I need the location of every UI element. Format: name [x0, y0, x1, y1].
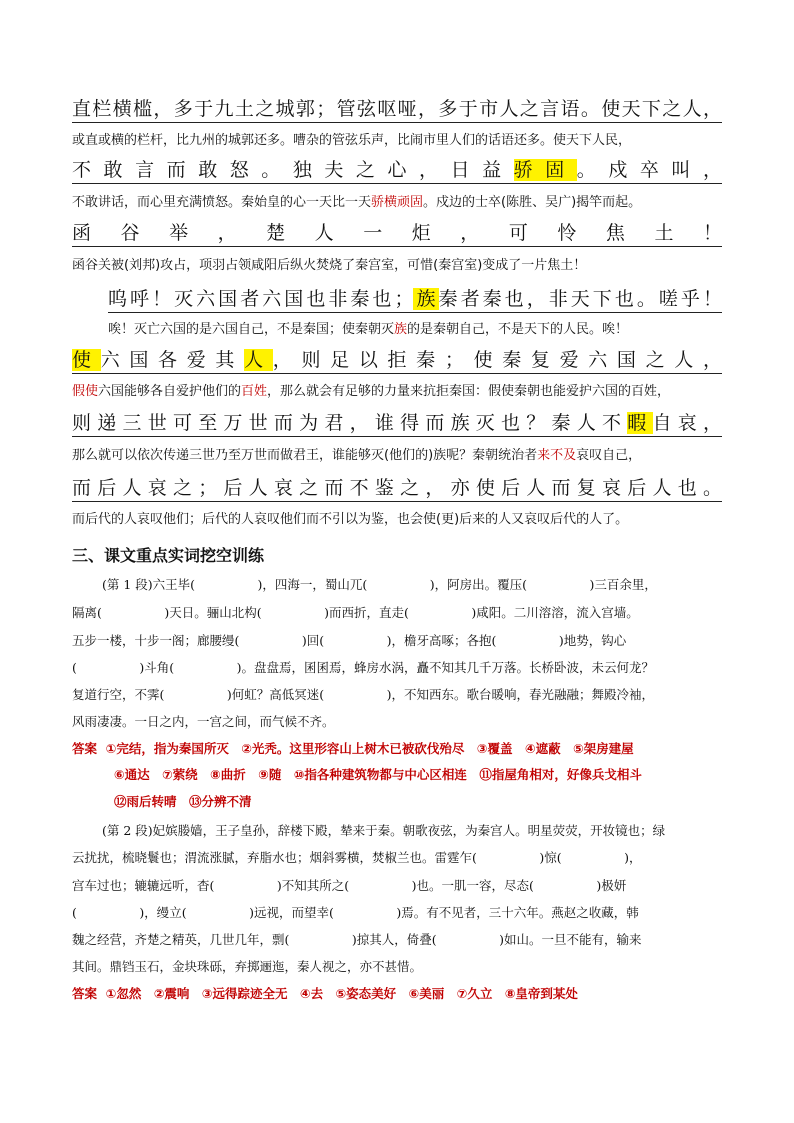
highlight: 族 [413, 288, 439, 310]
text: 六国能够各自爱护他们的 [98, 384, 242, 399]
text: 。戍卒叫， [576, 159, 722, 181]
text: 唉！灭亡六国的是六国自己，不是秦国；使秦朝灭 [108, 322, 395, 337]
original-line-3: 函谷举，楚人一炬，可怜焦土！ [72, 220, 722, 247]
original-line-1: 直栏横槛，多于九土之城郭；管弦呕哑，多于市人之言语。使天下之人， [72, 96, 722, 123]
exercise1-line-1: (第 1 段)六王毕( )，四海一，蜀山兀( )，阿房出。覆压( )三百余里， [102, 577, 657, 592]
exercise1-line-2: 隔离( )天日。骊山北构( )而西折，直走( )咸阳。二川溶溶，流入宫墙。 [72, 605, 639, 620]
text: 的是秦朝自己，不是天下的人民。唉！ [407, 322, 629, 337]
translation-line-1: 或直或横的栏杆，比九州的城郭还多。嘈杂的管弦乐声，比闹市里人们的话语还多。使天下人民， [72, 133, 632, 148]
red-text: 骄横顽固 [371, 195, 424, 210]
exercise2-line-1: (第 2 段)妃嫔媵嫱，王子皇孙，辞楼下殿，辇来于秦。朝歌夜弦，为秦宫人。明星荧荧，开妆镜也；绿 [102, 823, 666, 838]
original-line-7: 而后人哀之；后人哀之而不鉴之，亦使后人而复哀后人也。 [72, 475, 722, 502]
text: 那么就可以依次传递三世乃至万世而做君王，谁能够灭(他们的)族呢？秦朝统治者 [72, 448, 538, 463]
translation-line-4 [108, 321, 722, 339]
answer-text: ①忽然 ②震响 ③远得踪迹全无 ④去 ⑤姿态美好 ⑥美丽 ⑦久立 ⑧皇帝到某处 [105, 986, 578, 1001]
text: ，则足以拒秦；使秦复爱六国之人， [272, 349, 722, 371]
translation-line-7: 而后代的人哀叹他们；后代的人哀叹他们而不引以为鉴，也会使(更)后来的人又哀叹后代的人了。 [72, 512, 629, 527]
exercise2-answer-line-1 [72, 985, 578, 1003]
text: 六国各爱其 [100, 349, 245, 371]
red-text: 来不及 [537, 448, 577, 463]
text: 哀叹自己， [576, 448, 642, 463]
exercise1-line-5: 复道行空，不霁( )何虹？高低冥迷( )，不知西东。歌台暖响，春光融融；舞殿冷袖， [72, 687, 655, 702]
exercise1-line-6: 风雨凄凄。一日之内，一宫之间，而气候不齐。 [72, 714, 335, 729]
text: ，那么就会有足够的力量来抗拒秦国：假使秦朝也能爱护六国的百姓， [267, 384, 671, 399]
red-text: 族 [394, 322, 408, 337]
original-line-5 [72, 347, 722, 374]
red-text: 百姓 [241, 384, 268, 399]
original-line-6 [72, 410, 722, 437]
exercise1-line-3: 五步一楼，十步一阁；廊腰缦( )回( )，檐牙高啄；各抱( )地势，钩心 [72, 633, 627, 648]
answer-text: ①完结，指为秦国所灭 ②光秃。这里形容山上树木已被砍伐殆尽 ③覆盖 ④遮蔽 ⑤架房建屋 [105, 741, 634, 756]
text: 呜呼！灭六国者六国也非秦也； [108, 288, 414, 310]
highlight: 人 [244, 349, 273, 371]
highlight: 骄固 [513, 159, 577, 181]
answer-label: 答案 [72, 986, 98, 1001]
exercise2-line-5: 魏之经营，齐楚之精英，几世几年，剽( )掠其人，倚叠( )如山。一旦不能有，输来 [72, 932, 642, 947]
exercise1-answer-line-3: ⑫雨后转晴 ⑬分辨不清 [114, 794, 252, 809]
translation-line-3: 函谷关被(刘邦)攻占，项羽占领咸阳后纵火焚烧了秦宫室，可惜(秦宫室)变成了一片焦土！ [72, 258, 587, 273]
exercise1-answer-line-1 [72, 740, 634, 758]
exercise1-line-4: ( )斗角( )。盘盘焉，囷囷焉，蜂房水涡，矗不知其几千万落。长桥卧波，未云何龙？ [72, 660, 655, 675]
exercise2-line-4: ( )，缦立( )远视，而望幸( )焉。有不见者，三十六年。燕赵之收藏，韩 [72, 905, 639, 920]
text: 自哀， [652, 412, 722, 434]
translation-line-6 [72, 447, 722, 465]
exercise2-line-3: 宫车过也；辘辘远听，杳( )不知其所之( )也。一肌一容，尽态( )极妍 [72, 878, 627, 893]
highlight: 使 [72, 349, 101, 371]
red-text: 假使 [72, 384, 99, 399]
exercise1-answer-line-2: ⑥通达 ⑦萦绕 ⑧曲折 ⑨随 ⑩指各种建筑物都与中心区相连 ⑪指屋角相对，好像兵戈相斗 [114, 767, 642, 782]
translation-line-5 [72, 383, 722, 401]
text: 。戍边的士卒(陈胜、吴广)揭竿而起。 [423, 195, 642, 210]
text: 不敢言而敢怒。独夫之心，日益 [72, 159, 514, 181]
highlight: 暇 [627, 412, 653, 434]
text: 不敢讲话，而心里充满愤怒。秦始皇的心一天比一天 [72, 195, 372, 210]
text: 秦者秦也，非天下也。嗟乎！ [438, 288, 722, 310]
translation-line-2 [72, 194, 722, 212]
exercise2-line-2: 云扰扰，梳晓鬟也；渭流涨腻，弃脂水也；烟斜雾横，焚椒兰也。雷霆乍( )惊( )， [72, 850, 642, 865]
answer-label: 答案 [72, 741, 98, 756]
text: 则递三世可至万世而为君，谁得而族灭也？秦人不 [72, 412, 628, 434]
exercise2-line-6: 其间。鼎铛玉石，金块珠砾，弃掷逦迤，秦人视之，亦不甚惜。 [72, 959, 423, 974]
original-line-4 [108, 286, 722, 313]
section-heading: 三、课文重点实词挖空训练 [72, 546, 265, 565]
original-line-2 [72, 157, 722, 184]
